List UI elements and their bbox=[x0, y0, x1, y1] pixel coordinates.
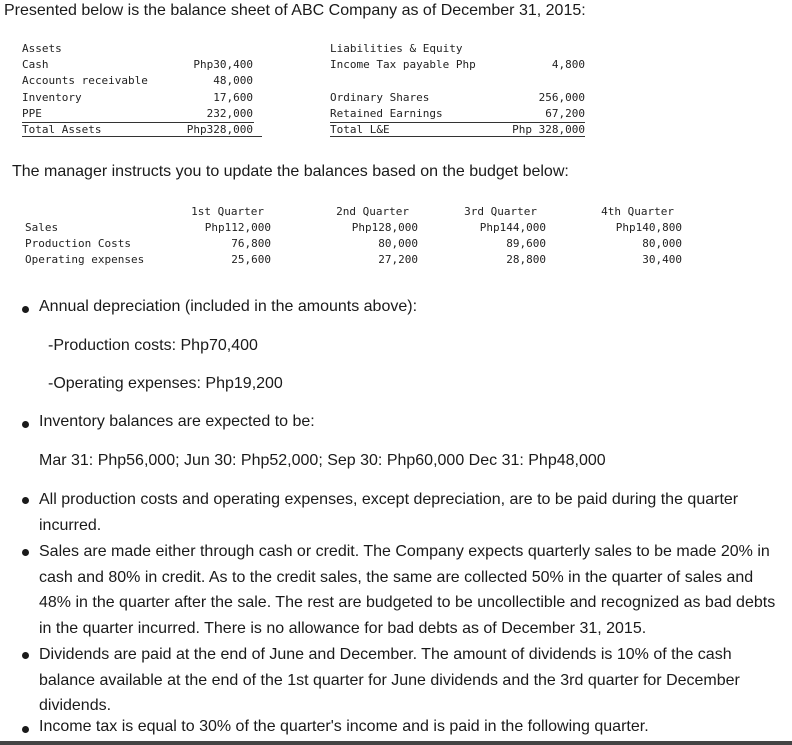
budget-cell: 80,000 bbox=[378, 237, 418, 250]
total-assets-value: Php328,000 bbox=[186, 123, 253, 136]
depreciation-production: -Production costs: Php70,400 bbox=[48, 337, 258, 354]
dividends-text: Dividends are paid at the end of June and December. The amount of dividends is 10% of the cash balance available at the end of the 1st quarter for June dividends and the 3rd quarter for December dividends. bbox=[39, 646, 740, 714]
bullet-icon bbox=[22, 306, 29, 313]
assets-header: Assets bbox=[22, 42, 62, 55]
total-le-value: Php 328,000 bbox=[512, 123, 585, 136]
equity-value: 67,200 bbox=[545, 107, 585, 120]
asset-label: Inventory bbox=[22, 91, 82, 104]
depreciation-title: Annual depreciation (included in the amounts above): bbox=[39, 298, 418, 315]
quarter-header: 2nd Quarter bbox=[336, 205, 409, 218]
bullet-icon bbox=[22, 652, 29, 659]
depreciation-operating: -Operating expenses: Php19,200 bbox=[48, 375, 283, 392]
total-rule bbox=[22, 136, 262, 137]
budget-cell: 27,200 bbox=[378, 253, 418, 266]
total-rule bbox=[330, 136, 585, 137]
liabilities-header: Liabilities & Equity bbox=[330, 42, 463, 55]
budget-cell: 25,600 bbox=[231, 253, 271, 266]
bullet-icon bbox=[22, 497, 29, 504]
budget-cell: 30,400 bbox=[642, 253, 682, 266]
sales-text: Sales are made either through cash or credit. The Company expects quarterly sales to be made 20% in cash and 80% in credit. As to the credit sales, the same are collected 50% in the quarter of sales and 48% in the quarter after the sale. The rest are budgeted to be uncollectible and recognized as bad debts in the quarter incurred. There is no allowance for bad debts as of December 31, 2015. bbox=[39, 543, 776, 637]
asset-value: Php30,400 bbox=[193, 58, 253, 71]
liability-value: 4,800 bbox=[551, 58, 585, 71]
quarter-header: 3rd Quarter bbox=[464, 205, 537, 218]
liability-label: Income Tax payable Php bbox=[330, 58, 476, 71]
budget-cell: Php144,000 bbox=[479, 221, 546, 234]
asset-label: Cash bbox=[22, 58, 49, 71]
budget-cell: 76,800 bbox=[231, 237, 271, 250]
quarter-header: 1st Quarter bbox=[191, 205, 264, 218]
bullet-icon bbox=[22, 421, 29, 428]
budget-cell: 89,600 bbox=[506, 237, 546, 250]
bottom-border bbox=[0, 741, 792, 745]
tax-text: Income tax is equal to 30% of the quarter's income and is paid in the following quarter. bbox=[39, 718, 649, 735]
budget-row-label: Sales bbox=[25, 221, 59, 234]
manager-text: The manager instructs you to update the balances based on the budget below: bbox=[12, 163, 569, 180]
equity-value: 256,000 bbox=[538, 91, 585, 104]
payment-text: All production costs and operating expenses, except depreciation, are to be paid during the quarter incurred. bbox=[39, 491, 739, 534]
budget-cell: 28,800 bbox=[506, 253, 546, 266]
total-le-label: Total L&E bbox=[330, 123, 390, 136]
quarter-header: 4th Quarter bbox=[601, 205, 674, 218]
budget-cell: Php112,000 bbox=[204, 221, 271, 234]
intro-text: Presented below is the balance sheet of ABC Company as of December 31, 2015: bbox=[4, 2, 586, 19]
bullet-icon bbox=[22, 549, 29, 556]
asset-label: Accounts receivable bbox=[22, 74, 148, 87]
bullet-icon bbox=[22, 726, 29, 733]
asset-value: 232,000 bbox=[206, 107, 253, 120]
asset-value: 48,000 bbox=[213, 74, 253, 87]
budget-row-label: Operating expenses bbox=[25, 253, 145, 266]
budget-row-label: Production Costs bbox=[25, 237, 131, 250]
equity-label: Ordinary Shares bbox=[330, 91, 430, 104]
total-assets-label: Total Assets bbox=[22, 123, 102, 136]
budget-cell: Php128,000 bbox=[351, 221, 418, 234]
budget-cell: 80,000 bbox=[642, 237, 682, 250]
asset-label: PPE bbox=[22, 107, 42, 120]
asset-value: 17,600 bbox=[213, 91, 253, 104]
budget-cell: Php140,800 bbox=[615, 221, 682, 234]
inventory-title: Inventory balances are expected to be: bbox=[39, 413, 315, 430]
inventory-values: Mar 31: Php56,000; Jun 30: Php52,000; Sep 30: Php60,000 Dec 31: Php48,000 bbox=[39, 452, 606, 469]
equity-label: Retained Earnings bbox=[330, 107, 443, 120]
